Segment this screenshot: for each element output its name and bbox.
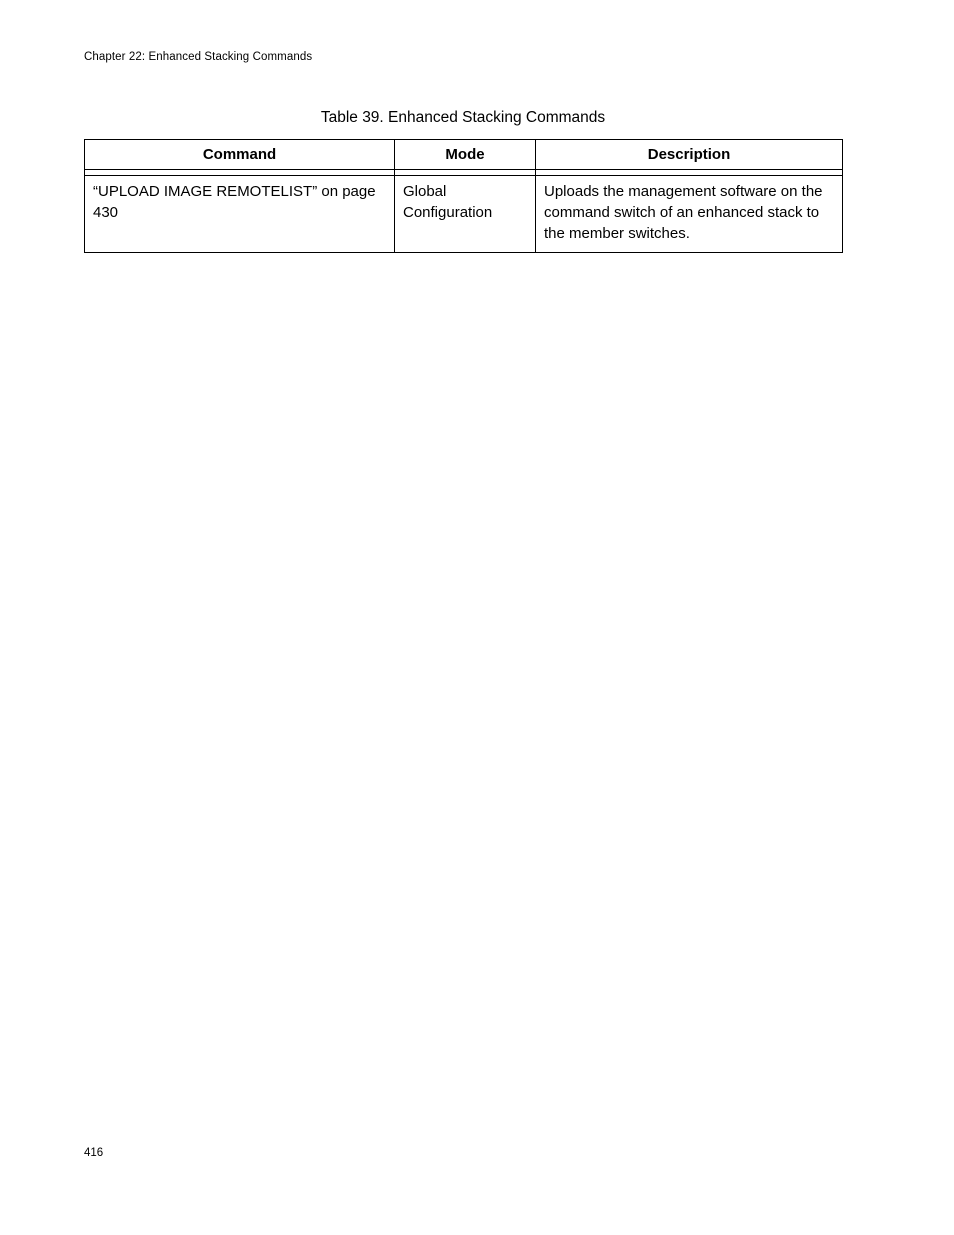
commands-table bbox=[84, 139, 843, 253]
cell-description: Uploads the management software on the command switch of an enhanced stack to the member switches. bbox=[536, 176, 843, 253]
column-header-description: Description bbox=[536, 140, 843, 170]
table-row bbox=[85, 176, 843, 253]
cell-mode: Global Configuration bbox=[395, 176, 536, 253]
column-header-command: Command bbox=[85, 140, 395, 170]
chapter-running-header: Chapter 22: Enhanced Stacking Commands bbox=[84, 51, 313, 63]
column-header-mode: Mode bbox=[395, 140, 536, 170]
cell-command: “UPLOAD IMAGE REMOTELIST” on page 430 bbox=[85, 176, 395, 253]
page-number: 416 bbox=[84, 1147, 104, 1159]
table-caption: Table 39. Enhanced Stacking Commands bbox=[320, 109, 606, 126]
table-header-row bbox=[85, 140, 843, 170]
